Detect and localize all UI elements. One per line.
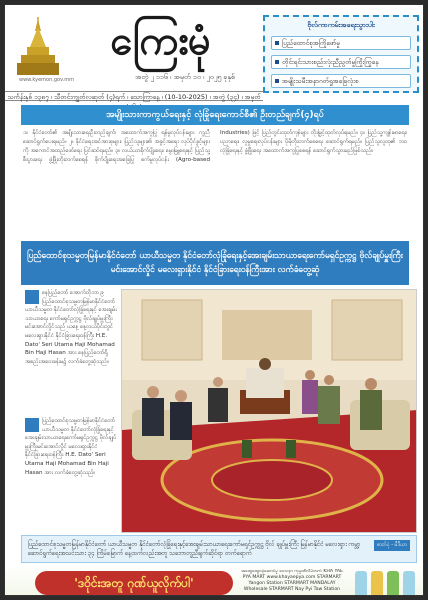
caption-text: ပြည်ထောင်စုသမ္မတမြန်မာနိုင်ငံတော် ယာယီသမ္မတ နိုင်ငံတော်လုံခြုံရေးနှင့်အေးချမ်းသာယာရေးကော်မရှင်ဥက္ကဋ္ဌ ဗိုလ် ချုပ်မှူးကြီး မြန်မာနိုင်ငံ မလေးရှား ကမ္ဘာ့ဆောင်ရွက်ရေးအသင်းသား ၃၄ ကြိမ်မြောက် နေ့ထက်လည်းအတူ သဘောတူညီချက်ဆိုင်ရာ တက်ရောက် bbox=[28, 541, 361, 557]
masthead bbox=[5, 5, 424, 101]
bullet-icon bbox=[275, 79, 279, 83]
dropcap-block bbox=[25, 418, 39, 432]
main-story-text-a: နေပြည်တော် အောက်တိုဘာ ၉ ပြည်ထောင်စုသမ္မတမြန်မာနိုင်ငံတော် ယာယီသမ္မတ နိုင်ငံတော်လုံခြုံရေးနှင့် အေးချမ်းသာယာရေး ကော်မရှင်ဥက္ကဋ္ဌ ဗိုလ်ချုပ်မှူးကြီးမင်းအောင်လှိုင်သည် ယနေ့ နေ့လယ်ပိုင်းတွင် မလေးရှားနိုင်ငံ နိုင်ငံခြားရေးဝန်ကြီး H.E. Dato' Seri Utama Haji Mohamad Bin Haji Hasan အား နေပြည်တော်ရှိ အစည်းအဝေးခန်းမ၌ လက်ခံတွေ့ဆုံသည်။ bbox=[25, 290, 117, 365]
highlight-item: ပြည်ထောင်စုအကြိုဖော်မှု bbox=[271, 36, 411, 50]
story1-body: ၁။ နိုင်ငံတော်၏ အမျိုးသားရေးဦးတည်ချက်၊ အထောက်အကူပြု ရန်မှုလုပ်ငန်းများ ကူညီဆောင်ရွက်ပေးရမည်။ ၂။ နိုင်ငံရေးအင်အားစုများ၊ ပြည်သူများ၏ အခွင့်အရေး လုပ်ပိုင်ခွင့်များကို အကောင်အထည်ဖော်ရေး ပြင်ဆင်ရမည်။ ၃။ လယ်ယာစိုက်ပျိုးရေး၊ မွေးမြူရေးနှင့် ပြည်သူ့စီးပွားရေး ဖွံ့ဖြိုးတိုးတက်စေရန် စိုက်ပျိုးရေးအခြေပြု စက်မှုလုပ်ငန်း (Agro-based Industries) ဖြင့် ပြည်တွင်းထုတ်ကုန်များ တိုးမြှင့်ထုတ်လုပ်ရမည်။ ၄။ ပြည်သူ့ကျန်းမာရေး၊ ပညာရေး၊ လူမှုရေးလုပ်ငန်းများ ပိုမိုတိုးတက်စေရေး ဆောင်ရွက်ရမည်။ ပြည်သူလူထု၏ ဘဝလုံခြုံရေးနှင့် ဖွံ့ဖြိုးရေး အထောက်အကူပြုစေရန် ဆောင်ရွက်သွားမည်ဖြစ်သည်။ bbox=[23, 130, 407, 163]
bullet-icon bbox=[275, 60, 279, 64]
website-url: www.kyemon.gov.mm bbox=[19, 77, 74, 83]
highlight-item: တိုင်းရင်းသားစည်းလုံးညီညွတ်မှုကြိုးကြွနေ bbox=[271, 55, 411, 69]
bottle-icon bbox=[403, 571, 415, 596]
bottle-icon bbox=[387, 571, 399, 596]
story1-headline: အမျိုးသားကာကွယ်ရေးနှင့် လုံခြုံရေးကောင်စီ၏ ဦးတည်ချက်(၄)ရပ် bbox=[21, 105, 409, 125]
bottle-icon bbox=[371, 571, 383, 596]
photo-caption bbox=[21, 535, 417, 563]
main-story-headline: ပြည်ထောင်စုသမ္မတမြန်မာနိုင်ငံတော် ယာယီသမ္မတ နိုင်ငံတော်လုံခြုံရေးနှင့်အေးချမ်းသာယာရေးကော်မရှင်ဥက္ကဋ္ဌ ဗိုလ်ချုပ်မှူးကြီးမင်းအောင်လှိုင် မလေးရှားနိုင်ငံ နိုင်ငံခြားရေးဝန်ကြီးအား လက်ခံတွေ့ဆုံ bbox=[21, 241, 409, 285]
issue-date-bar: သင်္ကန်းနှစ် ၁၃၈၇ ၊ သီတင်းကျွတ်လဆုတ် (၄)ရက် ၊ သောကြာနေ့ ၊ (10-10-2025) ၊ အတွဲ (၃၄) ၊ အမှတ် bbox=[5, 91, 263, 101]
bottle-icon bbox=[355, 571, 367, 596]
newspaper-front-page bbox=[4, 4, 424, 596]
main-story-text-b: ပြည်ထောင်စုသမ္မတမြန်မာနိုင်ငံတော် ယာယီသမ္မတ နိုင်ငံတော်လုံခြုံရေးနှင့်အေးချမ်းသာယာရေးကော်မရှင်ဥက္ကဋ္ဌ ဗိုလ်ချုပ်မှူးကြီးမင်းအောင်လှိုင် မလေးရှားနိုင်ငံ နိုင်ငံခြားရေးဝန်ကြီး H.E. Dato' Seri Utama Haji Mohamad Bin Haji Hasan အား လက်ခံတွေ့ဆုံသည်။ bbox=[25, 418, 117, 476]
highlight-item: အမျိုးသမီးအနာဂတ်ရှုအခြေလုံးစ bbox=[271, 74, 411, 88]
volume-line: အတွဲ ၂ ၁၁၆ ၊ အမှတ် ၁၀ ၊ ၂၀၂၅ ခုနှစ် bbox=[135, 73, 235, 81]
ad-slogan: 'ဒဝိုင်းအတူ ဂုဏ်ယူလိုက်ပါ' bbox=[35, 571, 233, 595]
newspaper-title: ကြေးမုံ bbox=[110, 17, 210, 64]
highlights-box bbox=[263, 15, 419, 93]
pagoda-emblem-icon bbox=[15, 17, 61, 79]
meeting-room-illustration bbox=[122, 290, 417, 533]
advertisement bbox=[5, 565, 424, 596]
photo-credit-tag: ဓာတ်ပုံ - မီဒီယာ bbox=[374, 540, 410, 551]
ad-details: အထွေထွေဝန်ဆောင်မှု ဒေသနာ ကုမ္ပဏီလီမိတက် KHA YAE PYA MART www.khayaepya.com STARMART Yangon Station STARMART MANDALAY Wholesale STARMART Nay Pyi Taw Station bbox=[241, 569, 343, 592]
dropcap-block bbox=[25, 290, 39, 304]
bullet-icon bbox=[275, 41, 279, 45]
meeting-photo bbox=[121, 289, 417, 533]
highlights-title: ဗိုလ်ကာကမ်းအရေးသွားပါး bbox=[307, 21, 375, 29]
